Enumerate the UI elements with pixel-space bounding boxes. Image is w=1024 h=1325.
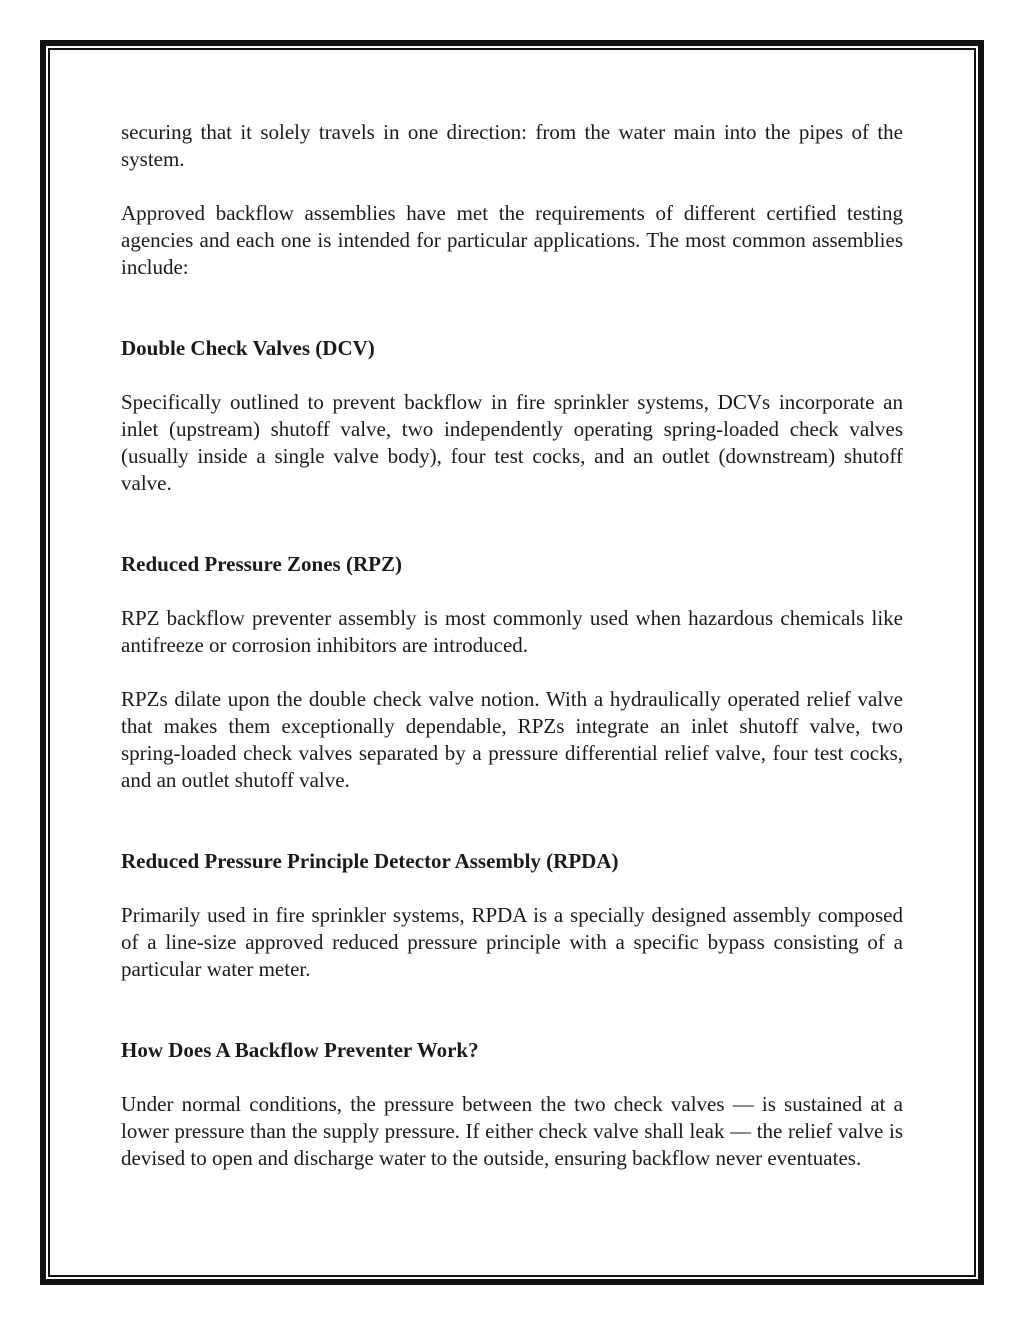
- heading-dcv: Double Check Valves (DCV): [121, 336, 375, 360]
- paragraph-dcv: Specifically outlined to prevent backflow in fire sprinkler systems, DCVs incorporate an inlet (upstream) shutoff valve, two independently operating spring-loaded check valves (usually inside a single valve body), four test cocks, and an outlet (downstream) shutoff valve.: [121, 390, 903, 495]
- paragraph-rpz-usage: RPZ backflow preventer assembly is most commonly used when hazardous chemicals like antifreeze or corrosion inhibitors are introduced.: [121, 606, 903, 657]
- paragraph-how-it-works: Under normal conditions, the pressure between the two check valves — is sustained at a lower pressure than the supply pressure. If either check valve shall leak — the relief valve is devised to open and discharge water to the outside, ensuring backflow never eventuates.: [121, 1092, 903, 1170]
- paragraph-rpz-detail: RPZs dilate upon the double check valve notion. With a hydraulically operated relief valve that makes them exceptionally dependable, RPZs integrate an inlet shutoff valve, two spring-loaded check valves separated by a pressure differential relief valve, four test cocks, and an outlet shutoff valve.: [121, 687, 903, 792]
- heading-rpz: Reduced Pressure Zones (RPZ): [121, 552, 402, 576]
- document-body: [121, 119, 903, 1172]
- heading-rpda: Reduced Pressure Principle Detector Assembly (RPDA): [121, 849, 619, 873]
- paragraph-approved-assemblies: Approved backflow assemblies have met the requirements of different certified testing agencies and each one is intended for particular applications. The most common assemblies include:: [121, 201, 903, 279]
- paragraph-rpda: Primarily used in fire sprinkler systems, RPDA is a specially designed assembly composed of a line-size approved reduced pressure principle with a specific bypass consisting of a particular water meter.: [121, 903, 903, 981]
- heading-how-it-works: How Does A Backflow Preventer Work?: [121, 1038, 479, 1062]
- paragraph-intro: securing that it solely travels in one direction: from the water main into the pipes of the system.: [121, 120, 903, 171]
